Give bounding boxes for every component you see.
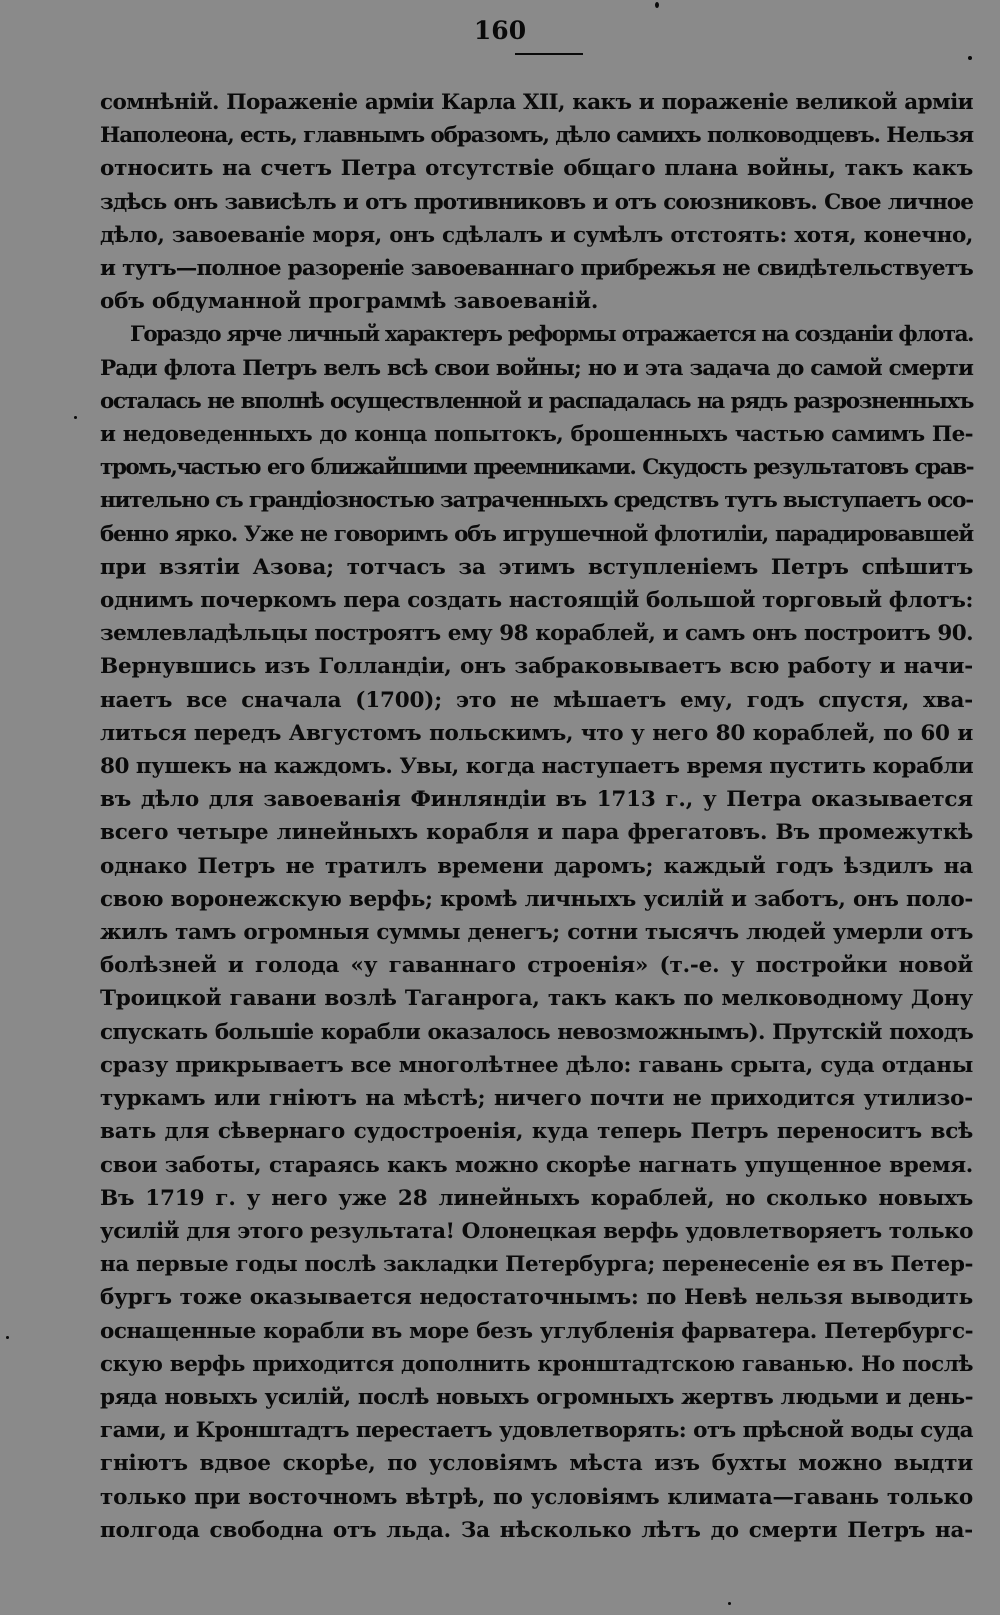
- text-line: гніютъ вдвое скорѣе, по условіямъ мѣста изъ бухты можно выдти: [100, 1451, 973, 1477]
- text-line: свои заботы, стараясь какъ можно скорѣе нагнать упущенное время.: [100, 1152, 973, 1178]
- text-line: Въ 1719 г. у него уже 28 линейныхъ кораблей, но сколько новыхъ: [100, 1185, 973, 1211]
- scan-speck: [6, 1336, 9, 1339]
- text-line: бургъ тоже оказывается недостаточнымъ: по Невѣ нельзя выводить: [100, 1285, 973, 1311]
- text-line: нительно съ грандіозностью затраченныхъ средствъ тутъ выступаетъ осо-: [100, 488, 973, 514]
- scan-speck: [728, 1602, 731, 1605]
- text-line: землевладѣльцы построятъ ему 98 кораблей, и самъ онъ построитъ 90.: [100, 621, 973, 647]
- text-line: Троицкой гавани возлѣ Таганрога, такъ какъ по мелководному Дону: [100, 986, 973, 1012]
- text-line: гами, и Кронштадтъ перестаетъ удовлетворять: отъ прѣсной воды суда: [100, 1418, 973, 1444]
- text-line: Вернувшись изъ Голландіи, онъ забраковываетъ всю работу и начи-: [100, 654, 973, 680]
- text-line: бенно ярко. Уже не говоримъ объ игрушечной флотиліи, парадировавшей: [100, 521, 973, 547]
- text-line: ряда новыхъ усилій, послѣ новыхъ огромныхъ жертвъ людьми и день-: [100, 1384, 973, 1410]
- scan-speck: [74, 416, 77, 419]
- text-line: литься передъ Августомъ польскимъ, что у него 80 кораблей, по 60 и: [100, 720, 973, 746]
- page-number-underline: [515, 53, 583, 55]
- text-line: дѣло, завоеваніе моря, онъ сдѣлалъ и сумѣлъ отстоять: хотя, конечно,: [100, 222, 973, 248]
- page-number: 160: [473, 16, 527, 45]
- text-line: относить на счетъ Петра отсутствіе общаго плана войны, такъ какъ: [100, 156, 973, 182]
- text-line: скую верфь приходится дополнить кронштадтскою гаванью. Но послѣ: [100, 1351, 973, 1377]
- text-line: всего четыре линейныхъ корабля и пара фрегатовъ. Въ промежуткѣ: [100, 820, 973, 846]
- text-line: при взятіи Азова; тотчасъ за этимъ вступленіемъ Петръ спѣшитъ: [100, 554, 973, 580]
- text-line: жилъ тамъ огромныя суммы денегъ; сотни тысячъ людей умерли отъ: [100, 920, 973, 946]
- text-line: болѣзней и голода «у гаваннаго строенія» (т.-е. у постройки новой: [100, 953, 973, 979]
- text-line: только при восточномъ вѣтрѣ, по условіямъ климата—гавань только: [100, 1484, 973, 1510]
- scan-speck: [968, 56, 972, 60]
- text-line: однимъ почеркомъ пера создать настоящій большой торговый флотъ:: [100, 588, 973, 614]
- text-line: Ради флота Петръ велъ всѣ свои войны; но и эта задача до самой смерти: [100, 355, 973, 381]
- text-line: сомнѣній. Пораженіе арміи Карла XII, какъ и пораженіе великой арміи: [100, 90, 973, 115]
- text-line: 80 пушекъ на каждомъ. Увы, когда наступаетъ время пустить корабли: [100, 754, 974, 780]
- scan-speck: [655, 2, 659, 8]
- text-line: Наполеона, есть, главнымъ образомъ, дѣло самихъ полководцевъ. Нельзя: [100, 123, 973, 149]
- text-line: усилій для этого результата! Олонецкая верфь удовлетворяетъ только: [100, 1218, 973, 1244]
- text-line: однако Петръ не тратилъ времени даромъ; каждый годъ ѣздилъ на: [100, 853, 973, 879]
- text-line: Гораздо ярче личный характеръ реформы отражается на созданіи флота.: [130, 322, 973, 348]
- text-line: на первые годы послѣ закладки Петербурга; перенесеніе ея въ Петер-: [100, 1252, 973, 1278]
- text-line: вать для сѣвернаго судостроенія, куда теперь Петръ переноситъ всѣ: [100, 1119, 973, 1145]
- text-line: наетъ все сначала (1700); это не мѣшаетъ ему, годъ спустя, хва-: [100, 687, 973, 713]
- text-line: здѣсь онъ зависѣлъ и отъ противниковъ и отъ союзниковъ. Свое личное: [100, 189, 973, 215]
- text-line: свою воронежскую верфь; кромѣ личныхъ усилій и заботъ, онъ поло-: [100, 886, 973, 912]
- text-line: объ обдуманной программѣ завоеваній.: [100, 289, 599, 315]
- paragraph-2: [100, 318, 973, 1547]
- text-line: сразу прикрываетъ все многолѣтнее дѣло: гавань срыта, суда отданы: [100, 1052, 973, 1078]
- paragraph-1: [100, 86, 973, 318]
- text-line: въ дѣло для завоеванія Финляндіи въ 1713 г., у Петра оказывается: [100, 787, 973, 813]
- text-line: спускать большіе корабли оказалось невозможнымъ). Прутскій походъ: [100, 1019, 973, 1045]
- text-line: и тутъ—полное разореніе завоеваннаго прибрежья не свидѣтельствуетъ: [100, 256, 973, 282]
- text-line: тромъ,частью его ближайшими преемниками. Скудость результатовъ срав-: [100, 455, 973, 481]
- text-line: оснащенные корабли въ море безъ углубленія фарватера. Петербургс-: [100, 1318, 973, 1344]
- text-line: полгода свободна отъ льда. За нѣсколько лѣтъ до смерти Петръ на-: [100, 1517, 973, 1543]
- text-line: туркамъ или гніютъ на мѣстѣ; ничего почти не приходится утилизо-: [100, 1086, 973, 1112]
- body-text: [100, 86, 973, 1547]
- text-line: и недоведенныхъ до конца попытокъ, брошенныхъ частью самимъ Пе-: [100, 422, 973, 448]
- text-line: осталась не вполнѣ осуществленной и распадалась на рядъ разрозненныхъ: [100, 388, 973, 414]
